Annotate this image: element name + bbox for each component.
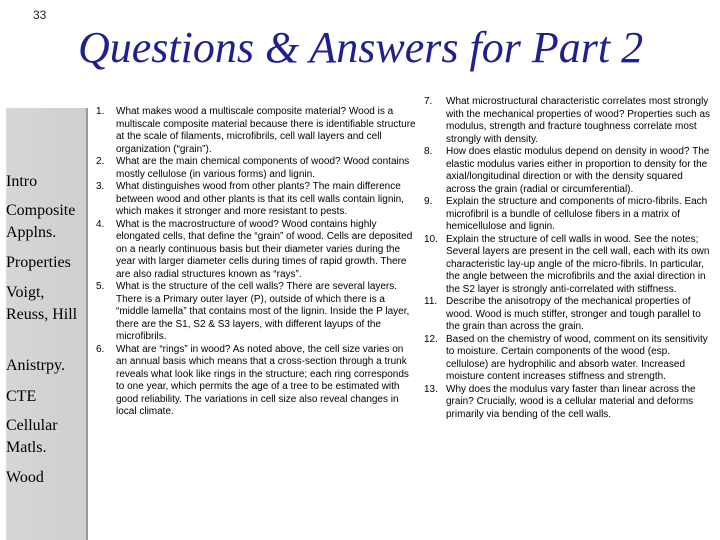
qa-item-text: How does elastic modulus depend on density in wood? The elastic modulus varies either in proportion to density for the axial/longitudinal direction or with the density squared across the grain (radial or circumferential).	[446, 146, 710, 195]
qa-item-text: What is the structure of the cell walls? There are several layers. There is a Primary outer layer (P), outside of which there is a “middle lamella” that contains most of the lignin. Inside the P layer, there are the S1, S2 & S3 layers, with different layups of the microfibrils.	[116, 281, 410, 342]
qa-item-number: 5.	[96, 281, 105, 292]
qa-item-number: 3.	[96, 181, 105, 192]
qa-item-text: Based on the chemistry of wood, comment on its sensitivity to moisture. Certain components of the wood (esp. cellulose) are hydrophilic and absorb water. Increased moisture content increases stiffness and strength.	[446, 333, 708, 382]
qa-item-number: 10.	[424, 233, 438, 245]
qa-item-number: 13.	[424, 383, 438, 395]
qa-list-left	[96, 106, 416, 419]
qa-item-text: Why does the modulus vary faster than linear across the grain? Crucially, wood is a cellular material and deforms primarily via bending of the cell walls.	[446, 383, 696, 420]
sidebar-item-intro[interactable]: Intro	[6, 173, 38, 190]
qa-item	[96, 344, 416, 419]
sidebar-item-anisotropy[interactable]: Anistrpy.	[6, 357, 65, 374]
qa-list-right	[424, 96, 714, 421]
qa-item	[96, 281, 416, 344]
qa-item	[96, 219, 416, 282]
qa-item	[96, 106, 416, 156]
sidebar-item-properties[interactable]: Properties	[6, 254, 71, 271]
qa-item-number: 11.	[424, 296, 438, 307]
qa-item	[424, 196, 714, 234]
qa-left-column	[96, 106, 416, 419]
qa-item-number: 9.	[424, 196, 433, 207]
qa-item-text: Explain the structure and components of micro-fibrils. Each microfibril is a bundle of cellulose fibers in a matrix of hemicellulose and lignin.	[446, 196, 708, 232]
qa-item-number: 7.	[424, 96, 433, 107]
sidebar-item-voigt-reuss-hill[interactable]: Voigt, Reuss, Hill	[6, 284, 78, 323]
qa-item	[424, 234, 714, 297]
qa-item-number: 2.	[96, 156, 105, 167]
sidebar-item-cte[interactable]: CTE	[6, 388, 37, 405]
qa-item-text: Describe the anisotropy of the mechanical properties of wood. Wood is much stiffer, stronger and tough parallel to the grain than across the grain.	[446, 296, 701, 332]
qa-item	[424, 146, 714, 196]
qa-item	[424, 96, 714, 146]
qa-item	[96, 156, 416, 181]
qa-item-number: 8.	[424, 146, 433, 157]
qa-item-text: What are the main chemical components of wood? Wood contains mostly cellulose (in various forms) and lignin.	[116, 156, 410, 180]
slide-title: Questions & Answers for Part 2	[78, 23, 644, 72]
qa-item-text: What is the macrostructure of wood? Wood contains highly elongated cells, that define the “grain” of wood. Cells are deposited on a nearly continuous basis but their diameter varies during the year with larger diameter cells during times of rapid growth. There are also radial structures known as “rays”.	[116, 218, 413, 280]
qa-item-number: 1.	[96, 106, 105, 117]
sidebar-divider	[86, 108, 88, 540]
qa-item-text: What distinguishes wood from other plants? The main difference between wood and other plants is that its cell walls contain lignin, which makes it stronger and more resistant to pests.	[116, 181, 404, 217]
qa-item	[96, 181, 416, 219]
qa-item	[424, 296, 714, 334]
qa-right-column	[424, 96, 714, 421]
qa-item-number: 4.	[96, 218, 105, 230]
qa-item-text: What makes wood a multiscale composite material? Wood is a multiscale composite material because there is identifiable structure at the scale of filaments, microfibrils, cell wall layers and cell organization (“grain”).	[116, 106, 416, 155]
qa-item-text: Explain the structure of cell walls in wood. See the notes; Several layers are present in the cell wall, each with its own characteristic lay-up angle of the micro-fibrils. In particular, the angle between the microfibrils and the axial direction in the S2 layer is strongly anti-correlated with stiffness.	[446, 233, 710, 295]
sidebar-item-cellular-matls[interactable]: Cellular Matls.	[6, 417, 58, 456]
qa-item	[424, 334, 714, 384]
qa-item-text: What are “rings” in wood? As noted above, the cell size varies on an annual basis which means that a cross-section through a trunk reveals what look like rings in the structure; each ring corresponds to one year, which permits the age of a tree to be estimated with good reliability. The variations in cell size also reveal changes in local climate.	[116, 343, 409, 417]
qa-item-text: What microstructural characteristic correlates most strongly with the mechanical properties of wood? Properties such as modulus, strength and fracture toughness correlate most strongly with density.	[446, 96, 711, 145]
qa-item	[424, 384, 714, 422]
sidebar-item-wood[interactable]: Wood	[6, 469, 44, 486]
sidebar-item-composite-applns[interactable]: Composite Applns.	[6, 202, 76, 241]
qa-item-number: 6.	[96, 343, 105, 355]
page-number: 33	[33, 8, 47, 22]
qa-item-number: 12.	[424, 333, 438, 345]
